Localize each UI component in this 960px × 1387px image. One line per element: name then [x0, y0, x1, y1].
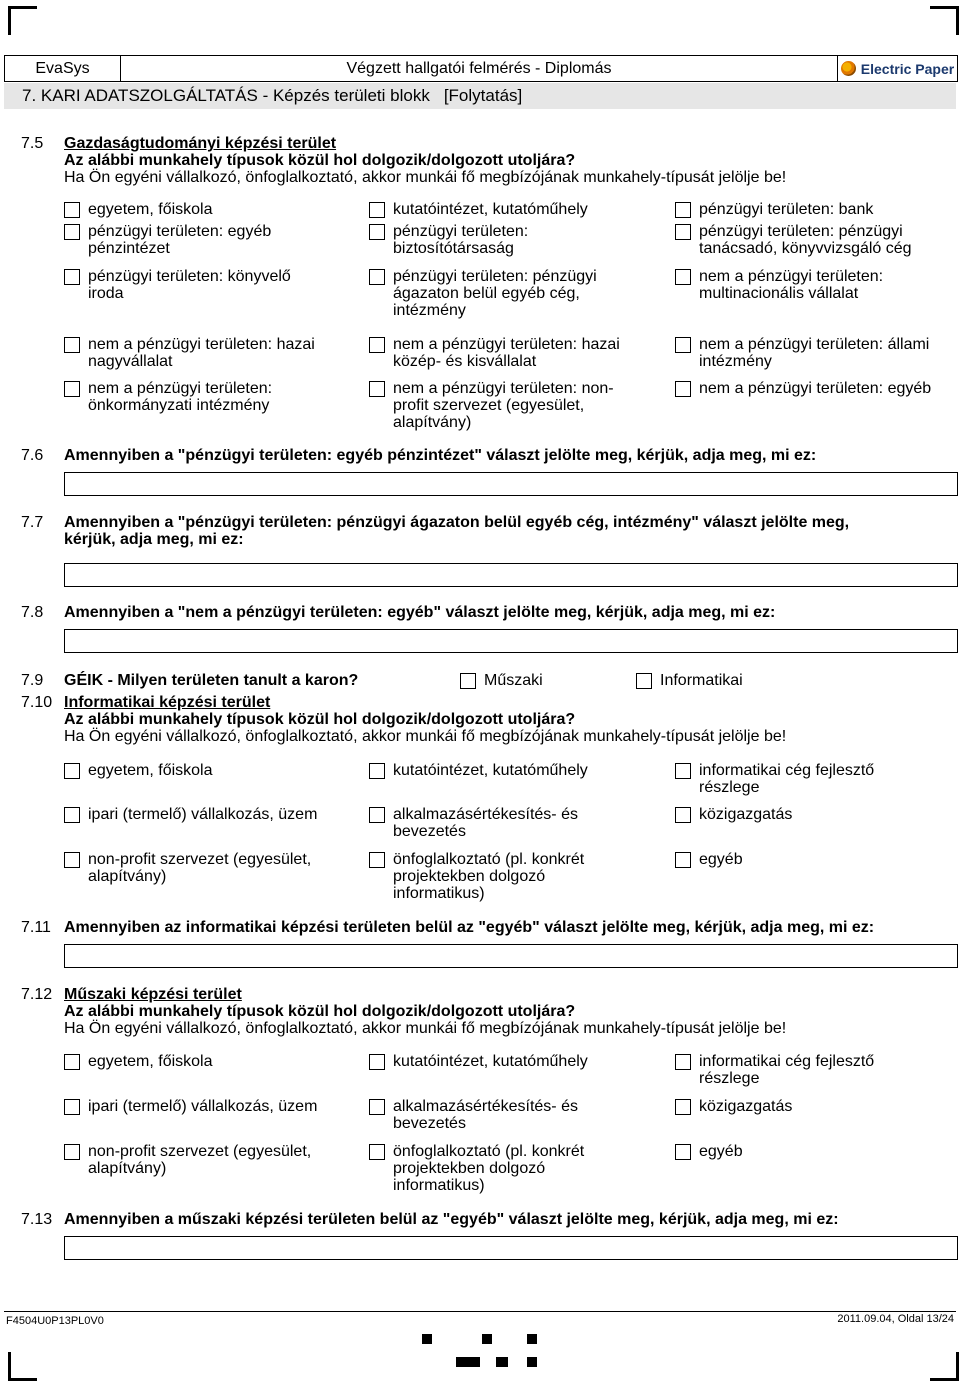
question-number: 7.10	[21, 694, 53, 711]
checkbox-label	[699, 380, 931, 397]
option-label-line: egyéb	[699, 1143, 743, 1160]
option-label-line: nem a pénzügyi területen: egyéb	[699, 380, 932, 397]
checkbox[interactable]	[64, 224, 80, 240]
checkbox-option[interactable]	[64, 268, 291, 302]
corner-mark-top-left	[8, 6, 37, 35]
header-app-name: EvaSys	[5, 56, 121, 81]
checkbox[interactable]	[369, 337, 385, 353]
option-label-line: bevezetés	[393, 1115, 466, 1132]
checkbox[interactable]	[369, 1054, 385, 1070]
checkbox-label	[88, 268, 291, 302]
checkbox-option[interactable]	[64, 1098, 317, 1115]
corner-mark-bottom-right	[930, 1352, 959, 1381]
question-title: Gazdaságtudományi képzési terület	[64, 135, 337, 152]
question-note: Ha Ön egyéni vállalkozó, önfoglalkoztató, akkor munkái fő megbízójának munkahely-típusát jelölje be!	[64, 1020, 787, 1037]
option-label-line: egyetem, főiskola	[88, 762, 213, 779]
checkbox-label	[88, 223, 271, 257]
scan-mark	[527, 1357, 537, 1367]
answer-field-7-7[interactable]	[64, 563, 958, 587]
option-label-line: ipari (termelő) vállalkozás, üzem	[88, 1098, 318, 1115]
checkbox-label	[88, 806, 317, 823]
checkbox-option[interactable]	[675, 1143, 743, 1160]
checkbox[interactable]	[369, 202, 385, 218]
option-label-line: alapítvány)	[88, 1160, 167, 1177]
option-label-line: informatikai cég fejlesztő	[699, 762, 875, 779]
option-label-line: intézmény	[393, 302, 466, 319]
checkbox[interactable]	[675, 224, 691, 240]
checkbox-option[interactable]	[369, 268, 597, 319]
option-label-line: pénzügyi területen: pénzügyi	[699, 223, 903, 240]
option-label-line: önfoglalkoztató (pl. konkrét	[393, 1143, 585, 1160]
question-title: Műszaki képzési terület	[64, 986, 242, 1003]
scan-mark	[422, 1334, 432, 1344]
checkbox[interactable]	[369, 807, 385, 823]
checkbox[interactable]	[369, 1099, 385, 1115]
checkbox[interactable]	[64, 852, 80, 868]
checkbox-option[interactable]	[369, 851, 584, 902]
option-label-line: projektekben dolgozó	[393, 868, 546, 885]
checkbox-label	[88, 380, 272, 414]
answer-field-7-11[interactable]	[64, 944, 958, 968]
question-number: 7.12	[21, 986, 53, 1003]
option-label-line: nem a pénzügyi területen: non-	[393, 380, 614, 397]
corner-mark-top-right	[930, 6, 959, 35]
option-label-line: ipari (termelő) vállalkozás, üzem	[88, 806, 318, 823]
option-label-line: alapítvány)	[88, 868, 167, 885]
scan-mark	[456, 1357, 480, 1367]
question-text: GÉIK - Milyen területen tanult a karon?	[64, 672, 359, 689]
checkbox-option[interactable]	[369, 1053, 588, 1070]
option-label-line: nagyvállalat	[88, 353, 173, 370]
question-number: 7.13	[21, 1211, 53, 1228]
question-text: Amennyiben a "pénzügyi területen: egyéb pénzintézet" választ jelölte meg, kérjük, adja meg, mi ez:	[64, 447, 817, 464]
question-text: Az alábbi munkahely típusok közül hol dolgozik/dolgozott utoljára?	[64, 711, 576, 728]
question-title: Informatikai képzési terület	[64, 694, 271, 711]
electric-paper-logo	[841, 61, 954, 77]
checkbox-option[interactable]	[675, 806, 792, 823]
checkbox-label	[393, 336, 620, 370]
checkbox[interactable]	[64, 337, 80, 353]
section-status: [Folytatás]	[443, 86, 523, 105]
checkbox-label	[699, 1143, 743, 1160]
checkbox[interactable]	[675, 807, 691, 823]
checkbox[interactable]	[64, 1144, 80, 1160]
checkbox[interactable]	[369, 1144, 385, 1160]
checkbox-label	[699, 1098, 792, 1115]
checkbox-option[interactable]	[369, 806, 578, 840]
checkbox[interactable]	[64, 807, 80, 823]
option-label-line: informatikus)	[393, 1177, 485, 1194]
checkbox-label	[699, 201, 873, 218]
checkbox-option[interactable]	[675, 762, 874, 796]
electric-paper-logo-icon	[841, 61, 856, 76]
checkbox-option[interactable]	[64, 762, 213, 779]
checkbox-option[interactable]	[64, 223, 271, 257]
option-label-line: pénzügyi területen: könyvelő	[88, 268, 291, 285]
checkbox-label	[393, 762, 588, 779]
checkbox-option[interactable]	[675, 380, 931, 397]
checkbox-option[interactable]	[369, 1098, 578, 1132]
question-text: Amennyiben a "pénzügyi területen: pénzügyi ágazaton belül egyéb cég, intézmény" választ jelölte meg,	[64, 514, 850, 531]
option-label-line: kutatóintézet, kutatóműhely	[393, 201, 588, 218]
question-number: 7.8	[21, 604, 44, 621]
option-label-line: önfoglalkoztató (pl. konkrét	[393, 851, 585, 868]
section-bar	[4, 83, 956, 109]
option-label-line: iroda	[88, 285, 124, 302]
checkbox[interactable]	[64, 763, 80, 779]
checkbox[interactable]	[675, 852, 691, 868]
checkbox-option[interactable]	[369, 201, 588, 218]
question-number: 7.7	[21, 514, 44, 531]
option-label-line: közigazgatás	[699, 1098, 793, 1115]
checkbox[interactable]	[64, 202, 80, 218]
question-text: Amennyiben a műszaki képzési területen belül az "egyéb" választ jelölte meg, kérjük, adja meg, mi ez:	[64, 1211, 839, 1228]
answer-field-7-8[interactable]	[64, 629, 958, 653]
checkbox[interactable]	[675, 1144, 691, 1160]
option-label-line: non-profit szervezet (egyesület,	[88, 851, 312, 868]
checkbox-label	[393, 380, 614, 431]
checkbox-option[interactable]	[64, 201, 213, 218]
option-label-line: informatikai cég fejlesztő	[699, 1053, 875, 1070]
checkbox[interactable]	[369, 381, 385, 397]
checkbox-option[interactable]	[675, 1098, 792, 1115]
checkbox-option[interactable]	[64, 380, 272, 414]
checkbox-option[interactable]	[64, 1143, 311, 1177]
checkbox-label	[88, 336, 315, 370]
checkbox-option[interactable]	[369, 762, 588, 779]
scan-mark	[496, 1357, 508, 1367]
checkbox[interactable]	[675, 1099, 691, 1115]
checkbox-label	[88, 201, 213, 218]
checkbox-option[interactable]	[675, 201, 873, 218]
option-label-line: nem a pénzügyi területen:	[699, 268, 884, 285]
checkbox[interactable]	[369, 224, 385, 240]
question-note: Ha Ön egyéni vállalkozó, önfoglalkoztató, akkor munkái fő megbízójának munkahely-típusát jelölje be!	[64, 169, 787, 186]
question-text: Az alábbi munkahely típusok közül hol dolgozik/dolgozott utoljára?	[64, 1003, 576, 1020]
page-info: 2011.09.04, Oldal 13/24	[837, 1313, 954, 1325]
footer-rule	[4, 1311, 956, 1312]
checkbox-option[interactable]	[675, 223, 912, 257]
option-label-line: pénzügyi területen:	[393, 223, 529, 240]
option-label-line: multinacionális vállalat	[699, 285, 859, 302]
checkbox[interactable]	[675, 381, 691, 397]
option-label-line: közigazgatás	[699, 806, 793, 823]
option-label-line: profit szervezet (egyesület,	[393, 397, 585, 414]
checkbox-option[interactable]	[64, 851, 311, 885]
section-title: 7. KARI ADATSZOLGÁLTATÁS - Képzés területi blokk	[22, 86, 430, 105]
checkbox-label	[393, 1143, 584, 1194]
checkbox-option[interactable]	[64, 1053, 213, 1070]
option-label-line: alkalmazásértékesítés- és	[393, 1098, 578, 1115]
option-label-line: részlege	[699, 1070, 760, 1087]
question-number: 7.6	[21, 447, 44, 464]
option-label-line: közép- és kisvállalat	[393, 353, 537, 370]
header-survey-title: Végzett hallgatói felmérés - Diplomás	[121, 56, 838, 81]
checkbox[interactable]	[675, 1054, 691, 1070]
checkbox-option[interactable]	[369, 223, 528, 257]
checkbox-label	[699, 851, 743, 868]
checkbox-label	[393, 851, 584, 902]
logo-text: Electric Paper	[860, 60, 955, 77]
checkbox-label	[393, 268, 597, 319]
checkbox-label	[393, 223, 528, 257]
option-label-line: egyéb	[699, 851, 743, 868]
question-number: 7.5	[21, 135, 44, 152]
option-label-line: bevezetés	[393, 823, 466, 840]
checkbox-option[interactable]	[64, 336, 315, 370]
option-label-line: kutatóintézet, kutatóműhely	[393, 762, 588, 779]
checkbox-label	[393, 201, 588, 218]
checkbox-option[interactable]	[369, 336, 620, 370]
option-label-line: pénzügyi területen: bank	[699, 201, 874, 218]
checkbox[interactable]	[675, 202, 691, 218]
checkbox-option[interactable]	[64, 806, 317, 823]
option-label-line: alkalmazásértékesítés- és	[393, 806, 578, 823]
checkbox[interactable]	[64, 1099, 80, 1115]
option-label-line: nem a pénzügyi területen:	[88, 380, 273, 397]
option-label-line: részlege	[699, 779, 760, 796]
option-label-line: informatikus)	[393, 885, 485, 902]
checkbox[interactable]	[64, 269, 80, 285]
option-label-line: kutatóintézet, kutatóműhely	[393, 1053, 588, 1070]
question-text: Amennyiben a "nem a pénzügyi területen: egyéb" választ jelölte meg, kérjük, adja meg, mi ez:	[64, 604, 776, 621]
checkbox[interactable]	[675, 269, 691, 285]
option-label-line: biztosítótársaság	[393, 240, 514, 257]
checkbox[interactable]	[675, 763, 691, 779]
checkbox-option[interactable]	[675, 268, 883, 302]
checkbox[interactable]	[369, 269, 385, 285]
checkbox-label	[393, 1053, 588, 1070]
question-text-continued: kérjük, adja meg, mi ez:	[64, 531, 244, 548]
checkbox[interactable]	[64, 1054, 80, 1070]
option-informatikai[interactable]: Informatikai	[636, 672, 743, 689]
option-label-line: önkormányzati intézmény	[88, 397, 270, 414]
checkbox-option[interactable]	[675, 851, 743, 868]
checkbox-label	[699, 806, 792, 823]
checkbox-option[interactable]	[369, 380, 614, 431]
option-label-line: projektekben dolgozó	[393, 1160, 546, 1177]
question-text: Az alábbi munkahely típusok közül hol dolgozik/dolgozott utoljára?	[64, 152, 576, 169]
question-text: Amennyiben az informatikai képzési területen belül az "egyéb" választ jelölte meg, kérjük, adja meg, mi ez:	[64, 919, 875, 936]
scan-mark	[482, 1334, 492, 1344]
option-label-line: egyetem, főiskola	[88, 201, 213, 218]
checkbox-label	[393, 806, 578, 840]
checkbox-label	[88, 1098, 317, 1115]
option-label-line: tanácsadó, könyvvizsgáló cég	[699, 240, 912, 257]
option-label-line: pénzintézet	[88, 240, 170, 257]
answer-field-7-13[interactable]	[64, 1236, 958, 1260]
option-label-line: nem a pénzügyi területen: hazai	[393, 336, 620, 353]
checkbox-label	[699, 762, 874, 796]
checkbox[interactable]	[369, 852, 385, 868]
checkbox[interactable]	[636, 673, 652, 689]
checkbox-label	[88, 1053, 213, 1070]
checkbox-label	[88, 851, 311, 885]
checkbox-option[interactable]	[675, 336, 929, 370]
option-label-line: nem a pénzügyi területen: állami	[699, 336, 930, 353]
checkbox-label	[88, 1143, 311, 1177]
form-header	[4, 55, 958, 82]
option-label-line: pénzügyi területen: pénzügyi	[393, 268, 597, 285]
checkbox-label	[393, 1098, 578, 1132]
scan-mark	[527, 1334, 537, 1344]
checkbox[interactable]	[64, 381, 80, 397]
checkbox-option[interactable]	[369, 1143, 584, 1194]
option-muszaki[interactable]: Műszaki	[460, 672, 543, 689]
checkbox[interactable]	[460, 673, 476, 689]
checkbox[interactable]	[675, 337, 691, 353]
checkbox-option[interactable]	[675, 1053, 874, 1087]
option-label-line: ágazaton belül egyéb cég,	[393, 285, 580, 302]
checkbox-label	[699, 1053, 874, 1087]
corner-mark-bottom-left	[8, 1352, 37, 1381]
form-code: F4504U0P13PL0V0	[6, 1315, 104, 1327]
option-label-line: egyetem, főiskola	[88, 1053, 213, 1070]
checkbox[interactable]	[369, 763, 385, 779]
option-label-line: non-profit szervezet (egyesület,	[88, 1143, 312, 1160]
option-label-line: nem a pénzügyi területen: hazai	[88, 336, 315, 353]
question-number: 7.9	[21, 672, 44, 689]
checkbox-label	[88, 762, 213, 779]
checkbox-label	[699, 336, 929, 370]
option-label-line: pénzügyi területen: egyéb	[88, 223, 272, 240]
question-number: 7.11	[21, 919, 51, 936]
option-label-line: alapítvány)	[393, 414, 472, 431]
checkbox-label	[699, 268, 883, 302]
option-label-line: intézmény	[699, 353, 772, 370]
header-logo	[838, 56, 957, 81]
answer-field-7-6[interactable]	[64, 472, 958, 496]
checkbox-label	[699, 223, 912, 257]
question-note: Ha Ön egyéni vállalkozó, önfoglalkoztató, akkor munkái fő megbízójának munkahely-típusát jelölje be!	[64, 728, 787, 745]
